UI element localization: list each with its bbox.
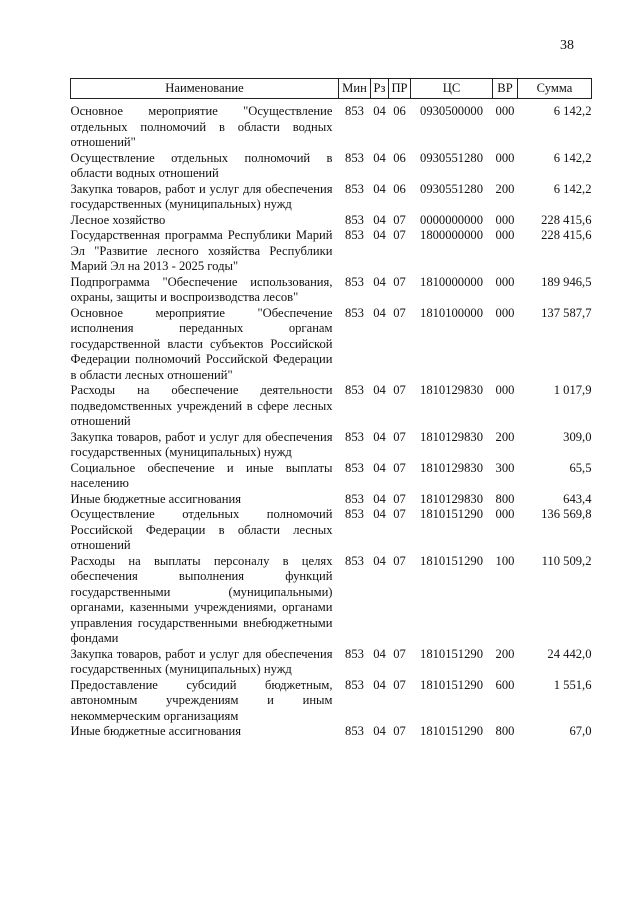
row-rz-cell: 04 bbox=[373, 724, 386, 738]
row-min-cell: 853 bbox=[345, 274, 364, 289]
table-row bbox=[71, 492, 592, 508]
row-sum-cell: 1 551,6 bbox=[553, 677, 592, 692]
row-cs-cell: 0930500000 bbox=[420, 104, 483, 118]
row-rz-cell: 04 bbox=[373, 150, 386, 165]
table-row bbox=[71, 647, 592, 678]
row-min-cell: 853 bbox=[345, 460, 364, 475]
row-rz-cell: 04 bbox=[373, 383, 386, 397]
row-name-cell: Расходы на выплаты персоналу в целях обеспечения выполнения функций государственными (муниципальными) органами, казенными учреждениями, органами управления государственными внебюджетными фондами bbox=[70, 553, 333, 645]
row-sum-cell: 6 142,2 bbox=[553, 181, 592, 196]
row-min-cell: 853 bbox=[345, 212, 364, 227]
row-rz-cell: 04 bbox=[373, 212, 386, 227]
row-vr-cell: 000 bbox=[495, 212, 515, 227]
row-cs-cell: 0000000000 bbox=[420, 212, 483, 227]
row-pr-cell: 07 bbox=[393, 553, 406, 568]
row-rz-cell: 04 bbox=[373, 507, 386, 521]
row-rz-cell: 04 bbox=[373, 677, 386, 692]
row-cs-cell: 1810151290 bbox=[420, 553, 483, 568]
row-min-cell: 853 bbox=[345, 724, 364, 738]
row-vr-cell: 100 bbox=[495, 553, 515, 568]
row-min-cell: 853 bbox=[345, 104, 364, 118]
row-name-cell: Закупка товаров, работ и услуг для обеспечения государственных (муниципальных) нужд bbox=[70, 646, 333, 676]
row-vr-cell: 300 bbox=[495, 460, 515, 475]
row-rz-cell: 04 bbox=[373, 181, 386, 196]
row-cs-cell: 1810151290 bbox=[420, 507, 483, 521]
row-cs-cell: 0930551280 bbox=[420, 181, 483, 196]
row-cs-cell: 0930551280 bbox=[420, 150, 483, 165]
row-min-cell: 853 bbox=[345, 646, 364, 661]
row-vr-cell: 200 bbox=[495, 646, 515, 661]
row-name-cell: Основное мероприятие "Осуществление отдельных полномочий в области водных отношений" bbox=[70, 104, 333, 149]
row-sum-cell: 65,5 bbox=[569, 460, 592, 475]
table-row bbox=[71, 430, 592, 461]
table-row bbox=[71, 99, 592, 151]
row-pr-cell: 07 bbox=[393, 228, 406, 242]
row-vr-cell: 800 bbox=[495, 724, 515, 738]
row-cs-cell: 1810129830 bbox=[420, 460, 483, 475]
table-row bbox=[71, 383, 592, 430]
row-sum-cell: 6 142,2 bbox=[553, 150, 592, 165]
row-pr-cell: 06 bbox=[393, 104, 406, 118]
row-pr-cell: 07 bbox=[393, 677, 406, 692]
header-rz: Рз bbox=[371, 79, 389, 99]
row-min-cell: 853 bbox=[345, 553, 364, 568]
table-row bbox=[71, 275, 592, 306]
header-min: Мин bbox=[339, 79, 371, 99]
row-cs-cell: 1810100000 bbox=[420, 305, 483, 320]
row-vr-cell: 000 bbox=[495, 150, 515, 165]
budget-table bbox=[70, 78, 592, 740]
row-cs-cell: 1810000000 bbox=[420, 274, 483, 289]
row-min-cell: 853 bbox=[345, 305, 364, 320]
row-cs-cell: 1800000000 bbox=[420, 228, 483, 242]
row-sum-cell: 6 142,2 bbox=[553, 104, 592, 118]
budget-table-container bbox=[70, 78, 591, 740]
row-pr-cell: 07 bbox=[393, 646, 406, 661]
row-vr-cell: 600 bbox=[495, 677, 515, 692]
row-rz-cell: 04 bbox=[373, 429, 386, 444]
row-pr-cell: 07 bbox=[393, 305, 406, 320]
table-row bbox=[71, 461, 592, 492]
row-rz-cell: 04 bbox=[373, 646, 386, 661]
table-header bbox=[71, 79, 592, 99]
row-cs-cell: 1810151290 bbox=[420, 724, 483, 738]
row-pr-cell: 07 bbox=[393, 274, 406, 289]
table-row bbox=[71, 724, 592, 740]
row-sum-cell: 24 442,0 bbox=[547, 646, 592, 661]
row-min-cell: 853 bbox=[345, 677, 364, 692]
row-pr-cell: 07 bbox=[393, 212, 406, 227]
row-name-cell: Государственная программа Республики Марий Эл "Развитие лесного хозяйства Республики Марий Эл на 2013 - 2025 годы" bbox=[70, 228, 333, 273]
row-rz-cell: 04 bbox=[373, 460, 386, 475]
table-row bbox=[71, 554, 592, 647]
row-sum-cell: 110 509,2 bbox=[541, 553, 592, 568]
row-pr-cell: 07 bbox=[393, 507, 406, 521]
row-name-cell: Закупка товаров, работ и услуг для обеспечения государственных (муниципальных) нужд bbox=[70, 429, 333, 459]
row-vr-cell: 000 bbox=[495, 104, 515, 118]
row-sum-cell: 67,0 bbox=[569, 724, 592, 738]
row-pr-cell: 07 bbox=[393, 429, 406, 444]
row-min-cell: 853 bbox=[345, 228, 364, 242]
row-name-cell: Подпрограмма "Обеспечение использования, охраны, защиты и воспроизводства лесов" bbox=[70, 274, 333, 304]
row-rz-cell: 04 bbox=[373, 228, 386, 242]
row-vr-cell: 000 bbox=[495, 507, 515, 521]
table-row bbox=[71, 678, 592, 725]
row-pr-cell: 07 bbox=[393, 460, 406, 475]
row-min-cell: 853 bbox=[345, 491, 364, 506]
table-row bbox=[71, 151, 592, 182]
table-row bbox=[71, 182, 592, 213]
row-cs-cell: 1810151290 bbox=[420, 677, 483, 692]
row-cs-cell: 1810129830 bbox=[420, 383, 483, 397]
header-sum: Сумма bbox=[518, 79, 592, 99]
page-number: 38 bbox=[560, 38, 574, 53]
row-min-cell: 853 bbox=[345, 383, 364, 397]
header-vr: ВР bbox=[493, 79, 518, 99]
table-row bbox=[71, 306, 592, 384]
row-rz-cell: 04 bbox=[373, 305, 386, 320]
row-sum-cell: 643,4 bbox=[563, 491, 592, 506]
header-name: Наименование bbox=[71, 79, 339, 99]
row-vr-cell: 000 bbox=[495, 274, 515, 289]
row-min-cell: 853 bbox=[345, 181, 364, 196]
table-row bbox=[71, 228, 592, 275]
row-vr-cell: 000 bbox=[495, 383, 515, 397]
row-name-cell: Основное мероприятие "Обеспечение исполнения переданных органам государственной власти субъектов Российской Федерации полномочий Российской Федерации в области лесных отношений" bbox=[70, 305, 333, 382]
row-min-cell: 853 bbox=[345, 150, 364, 165]
row-name-cell: Иные бюджетные ассигнования bbox=[70, 724, 242, 738]
row-pr-cell: 06 bbox=[393, 181, 406, 196]
row-rz-cell: 04 bbox=[373, 491, 386, 506]
row-pr-cell: 06 bbox=[393, 150, 406, 165]
row-name-cell: Иные бюджетные ассигнования bbox=[70, 491, 242, 506]
row-name-cell: Предоставление субсидий бюджетным, автономным учреждениям и иным некоммерческим организациям bbox=[70, 677, 333, 723]
table-row bbox=[71, 213, 592, 229]
row-sum-cell: 228 415,6 bbox=[541, 228, 592, 242]
row-sum-cell: 309,0 bbox=[563, 429, 592, 444]
row-vr-cell: 800 bbox=[495, 491, 515, 506]
row-sum-cell: 137 587,7 bbox=[541, 305, 592, 320]
row-name-cell: Осуществление отдельных полномочий в области водных отношений bbox=[70, 150, 333, 180]
header-pr: ПР bbox=[389, 79, 411, 99]
row-cs-cell: 1810129830 bbox=[420, 429, 483, 444]
row-name-cell: Расходы на обеспечение деятельности подведомственных учреждений в сфере лесных отношений bbox=[70, 383, 333, 428]
row-name-cell: Осуществление отдельных полномочий Российской Федерации в области лесных отношений bbox=[70, 507, 333, 552]
row-sum-cell: 228 415,6 bbox=[541, 212, 592, 227]
header-cs: ЦС bbox=[411, 79, 493, 99]
row-name-cell: Лесное хозяйство bbox=[70, 212, 166, 227]
row-name-cell: Закупка товаров, работ и услуг для обеспечения государственных (муниципальных) нужд bbox=[70, 181, 333, 211]
row-min-cell: 853 bbox=[345, 429, 364, 444]
row-sum-cell: 1 017,9 bbox=[553, 383, 592, 397]
row-name-cell: Социальное обеспечение и иные выплаты населению bbox=[70, 460, 333, 490]
row-vr-cell: 200 bbox=[495, 429, 515, 444]
row-rz-cell: 04 bbox=[373, 104, 386, 118]
row-cs-cell: 1810129830 bbox=[420, 491, 483, 506]
table-row bbox=[71, 507, 592, 554]
row-pr-cell: 07 bbox=[393, 491, 406, 506]
row-rz-cell: 04 bbox=[373, 553, 386, 568]
row-cs-cell: 1810151290 bbox=[420, 646, 483, 661]
header-row bbox=[71, 79, 592, 99]
row-vr-cell: 200 bbox=[495, 181, 515, 196]
row-rz-cell: 04 bbox=[373, 274, 386, 289]
row-pr-cell: 07 bbox=[393, 724, 406, 738]
row-min-cell: 853 bbox=[345, 507, 364, 521]
row-sum-cell: 189 946,5 bbox=[541, 274, 592, 289]
row-vr-cell: 000 bbox=[495, 228, 515, 242]
row-pr-cell: 07 bbox=[393, 383, 406, 397]
table-body bbox=[71, 99, 592, 740]
row-vr-cell: 000 bbox=[495, 305, 515, 320]
row-sum-cell: 136 569,8 bbox=[541, 507, 592, 521]
